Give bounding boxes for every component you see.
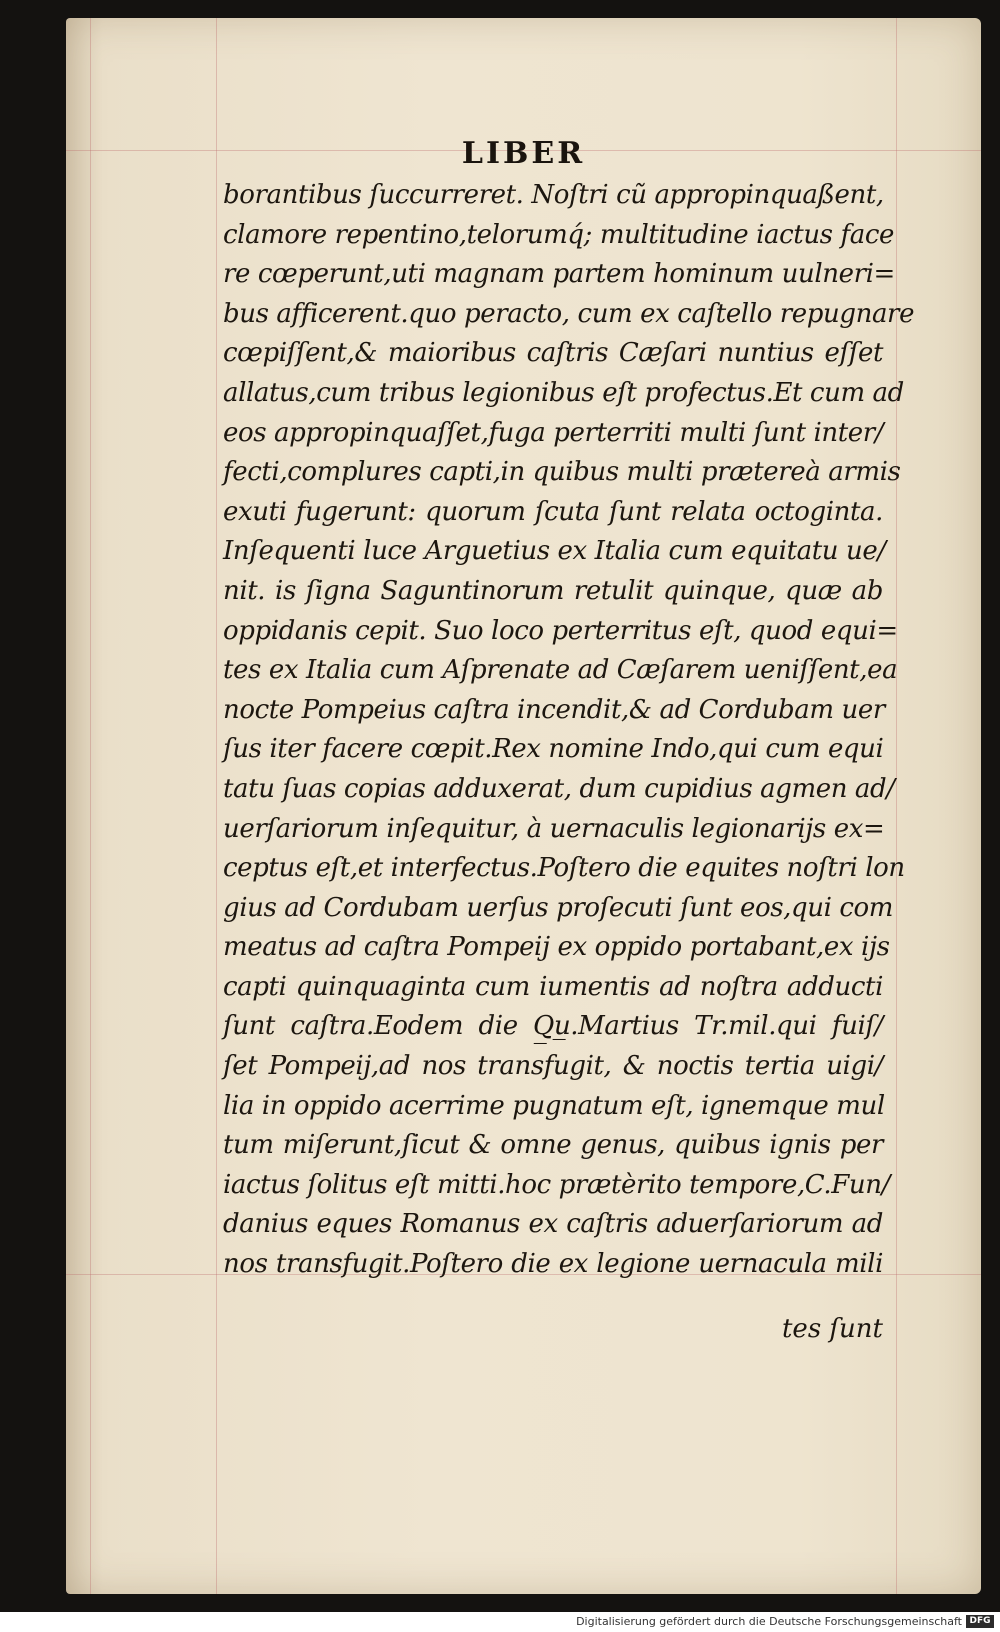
text-line: fecti,complures capti,in quibus multi prætereà armis — [223, 457, 901, 488]
text-line: borantibus ſuccurreret. Noſtri cũ appropinquaßent, — [223, 180, 884, 210]
text-line: eos appropinquaſſet,fuga perterriti multi ſunt inter/ — [223, 417, 884, 448]
text-line: oppidanis cepit. Suo loco perterritus eſt, quod equi= — [223, 615, 898, 646]
text-line: clamore repentino,telorumq́; multitudine iactus face — [223, 219, 894, 250]
text-line: iactus ſolitus eſt mitti.hoc prætèrito tempore,C.Fun/ — [223, 1169, 890, 1200]
text-line: nocte Pompeius caſtra incendit,& ad Cordubam uer — [223, 694, 885, 725]
text-line: danius eques Romanus ex caſtris aduerſariorum ad — [223, 1209, 883, 1240]
text-line: re cœperunt,uti magnam partem hominum uulneri= — [223, 259, 895, 290]
text-block — [223, 176, 915, 1285]
text-line: tatu ſuas copias adduxerat, dum cupidius agmen ad/ — [223, 773, 895, 804]
margin-rule-outer — [90, 18, 91, 1594]
text-line: capti quinquaginta cum iumentis ad noſtra adducti — [223, 971, 883, 1002]
text-line: bus afficerent.quo peracto, cum ex caſtello repugnare — [223, 298, 915, 329]
catchword: tes ſunt — [781, 1314, 883, 1344]
text-line: meatus ad caſtra Pompeij ex oppido portabant,ex ijs — [223, 932, 890, 963]
text-line: tes ex Italia cum Aſprenate ad Cæſarem ueniſſent,ea — [223, 655, 898, 686]
text-line: ceptus eſt,et interfectus.Poſtero die equites noſtri lon — [223, 853, 905, 884]
digitization-footer — [0, 1612, 1000, 1632]
text-line: ſet Pompeij,ad nos transfugit, & noctis tertia uigi/ — [223, 1051, 883, 1082]
text-line: uerſariorum inſequitur, à uernaculis legionarijs ex= — [223, 813, 885, 844]
dfg-logo-icon: DFG — [966, 1615, 994, 1628]
text-line: nit. is ſigna Saguntinorum retulit quinque, quæ ab — [223, 575, 883, 606]
text-line: ſus iter facere cœpit.Rex nomine Indo,qui cum equi — [223, 734, 884, 765]
text-line: tum miſerunt,ſicut & omne genus, quibus ignis per — [223, 1130, 883, 1161]
funding-note: Digitalisierung gefördert durch die Deutsche Forschungsgemeinschaft — [576, 1615, 962, 1628]
text-line: exuti fugerunt: quorum ſcuta ſunt relata octoginta. — [223, 496, 883, 527]
margin-rule-left — [216, 18, 217, 1594]
text-line: nos transfugit.Poſtero die ex legione uernacula mili — [223, 1249, 883, 1280]
text-line: ſunt caſtra.Eodem die Q̲u̲.Martius Tr.mil.qui fuiſ/ — [223, 1011, 883, 1042]
text-line: allatus,cum tribus legionibus eſt profectus.Et cum ad — [223, 377, 904, 408]
running-head: LIBER — [461, 136, 586, 171]
margin-rule-right — [896, 18, 897, 1594]
text-line: Inſequenti luce Arguetius ex Italia cum equitatu ue/ — [223, 536, 886, 567]
text-line: lia in oppido acerrime pugnatum eſt, ignemque mul — [223, 1090, 885, 1121]
book-page — [66, 18, 981, 1594]
text-line: gius ad Cordubam uerſus proſecuti ſunt eos,qui com — [223, 892, 894, 923]
text-line: cœpiſſent,& maioribus caſtris Cæſari nuntius eſſet — [223, 338, 883, 369]
